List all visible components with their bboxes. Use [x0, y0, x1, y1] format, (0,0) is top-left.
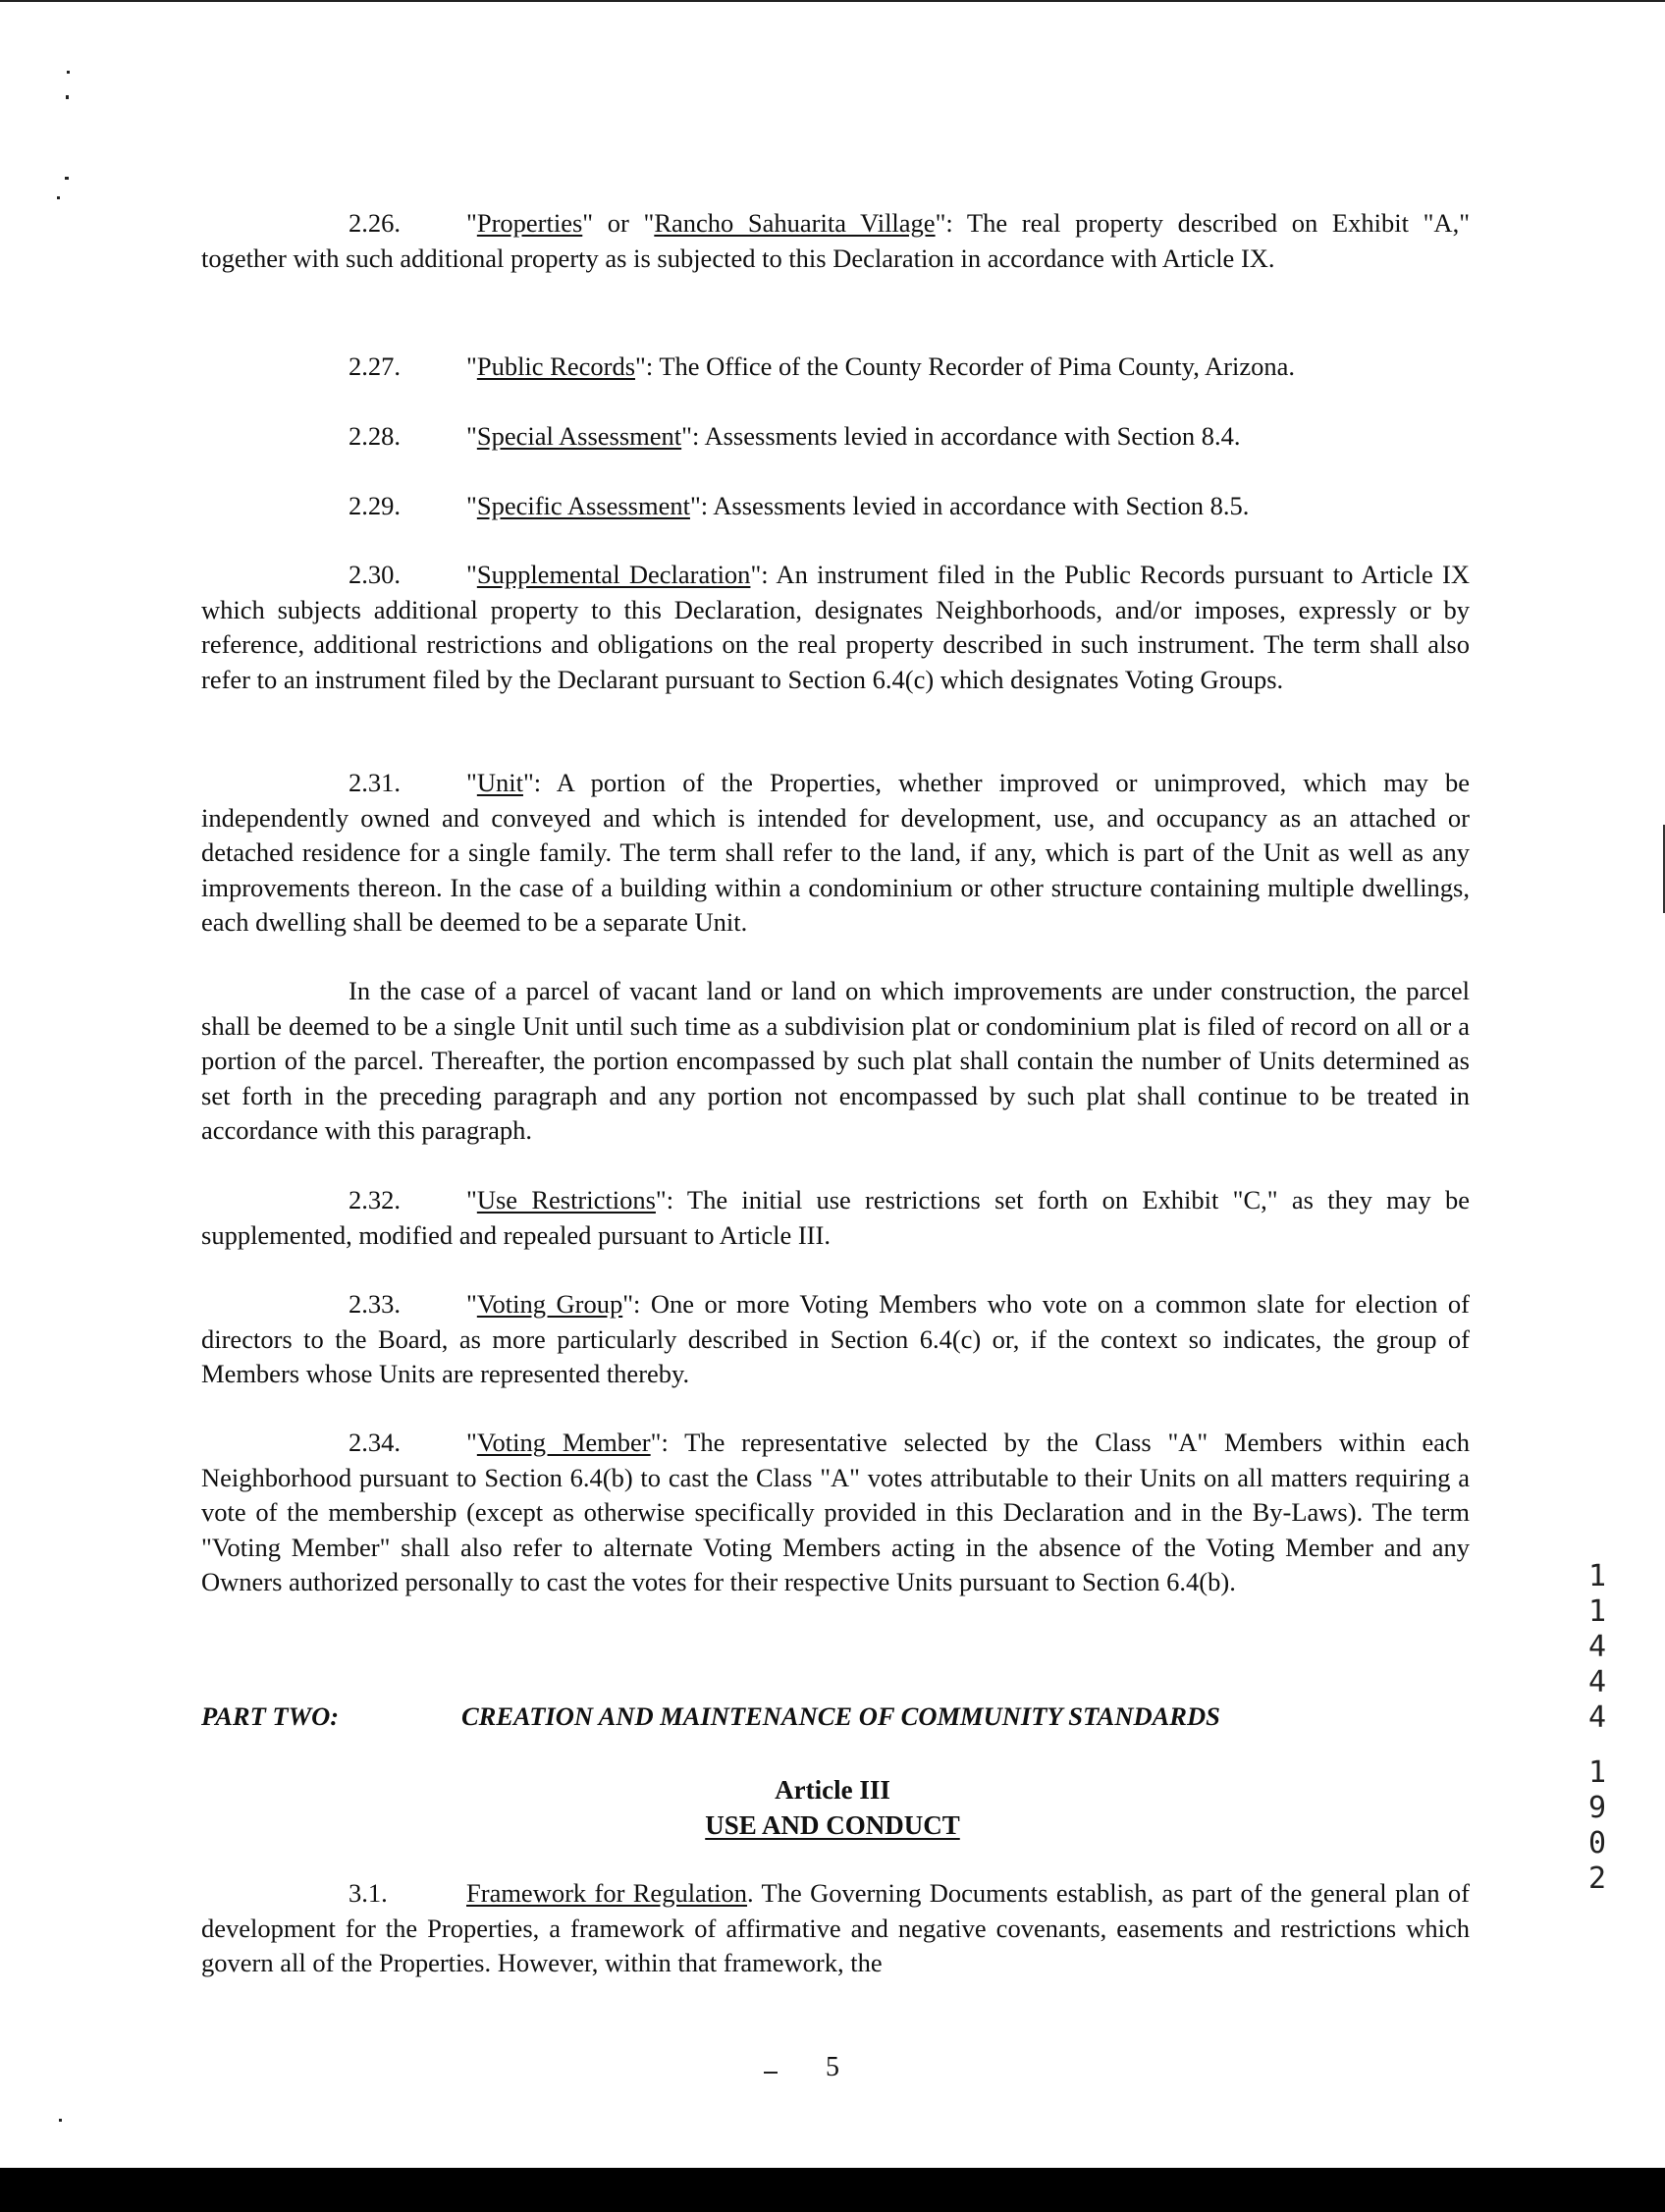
stamp-digit: 4: [1587, 1665, 1607, 1699]
scan-speck: [57, 196, 60, 199]
definition-2-33: 2.33. "Voting Group": One or more Voting Members who vote on a common slate for election of directors to the Board, as more particularly described in Section 6.4(c) or, if the context so indicates, the group of Members whose Units are represented thereby.: [201, 1289, 1470, 1388]
stamp-digit: 4: [1587, 1630, 1607, 1664]
stamp-digit: 4: [1587, 1700, 1607, 1735]
stamp-digit: 2: [1587, 1861, 1607, 1896]
recording-stamp-lower: [1583, 1755, 1612, 1897]
scan-speck: [65, 177, 69, 180]
definition-2-31: 2.31. "Unit": A portion of the Properties, whether improved or unimproved, which may be independently owned and conveyed and which is intended for development, use, and occupancy as an attached or detached residence for a single family. The term shall refer to the land, if any, which is part of the Unit as well as any improvements thereon. In the case of a building within a condominium or other structure containing multiple dwellings, each dwelling shall be deemed to be a separate Unit.: [201, 768, 1470, 937]
definition-2-30: 2.30. "Supplemental Declaration": An instrument filed in the Public Records pursuant to Article IX which subjects additional property to this Declaration, designates Neighborhoods, and/or imposes, expressly or by reference, additional restrictions and obligations on the real property described in such instrument. The term shall also refer to an instrument filed by the Declarant pursuant to Section 6.4(c) which designates Voting Groups.: [201, 560, 1471, 694]
part-heading: PART TWO: CREATION AND MAINTENANCE OF COMMUNITY STANDARDS: [201, 1701, 1220, 1731]
definition-2-27: 2.27. "Public Records": The Office of the County Recorder of Pima County, Arizona.: [349, 351, 1295, 381]
definition-2-29: 2.29. "Specific Assessment": Assessments levied in accordance with Section 8.5.: [349, 491, 1250, 520]
stamp-digit: 1: [1587, 1755, 1607, 1790]
section-3-1: 3.1. Framework for Regulation. The Governing Documents establish, as part of the general plan of development for the Properties, a framework of affirmative and negative covenants, easements and restrictions which govern all of the Properties. However, within that framework, the: [201, 1878, 1470, 1977]
definition-2-31-continued: In the case of a parcel of vacant land or land on which improvements are under construction, the parcel shall be deemed to be a single Unit until such time as a subdivision plat or condominium plat is filed of record on all or a portion of the parcel. Thereafter, the portion encompassed by such plat shall contain the number of Units determined as set forth in the preceding paragraph and any portion not encompassed by such plat shall continue to be treated in accordance with this paragraph.: [201, 976, 1470, 1145]
scan-edge-bottom: [0, 2168, 1665, 2212]
stamp-digit: 9: [1587, 1791, 1607, 1825]
stamp-digit: 1: [1587, 1594, 1607, 1629]
recording-stamp: [1583, 1559, 1612, 1736]
definition-2-28: 2.28. "Special Assessment": Assessments levied in accordance with Section 8.4.: [349, 421, 1241, 451]
definition-2-26: 2.26. "Properties" or "Rancho Sahuarita Village": The real property described on Exhibit "A," together with such additional property as is subjected to this Declaration in accordance with Article IX.: [201, 208, 1471, 273]
scan-speck: [67, 71, 70, 74]
article-title: Article III: [775, 1775, 890, 1805]
stamp-digit: 1: [1587, 1559, 1607, 1593]
page-number: 5: [826, 2052, 839, 2082]
definition-2-34: 2.34. "Voting Member": The representative selected by the Class "A" Members within each Neighborhood pursuant to Section 6.4(b) to cast the Class "A" votes attributable to their Units on all matters requiring a vote of the membership (except as otherwise specifically provided in this Declaration and in the By-Laws). The term "Voting Member" shall also refer to alternate Voting Members acting in the absence of the Voting Member and any Owners authorized personally to cast the votes for their respective Units pursuant to Section 6.4(b).: [201, 1428, 1471, 1596]
definition-2-32: 2.32. "Use Restrictions": The initial use restrictions set forth on Exhibit "C," as they may be supplemented, modified and repealed pursuant to Article III.: [201, 1185, 1471, 1250]
scan-speck: [66, 95, 69, 99]
scan-speck: [59, 2119, 62, 2122]
scan-edge-top: [0, 0, 1665, 2]
stamp-digit: 0: [1587, 1826, 1607, 1861]
article-subtitle: USE AND CONDUCT: [705, 1810, 960, 1840]
